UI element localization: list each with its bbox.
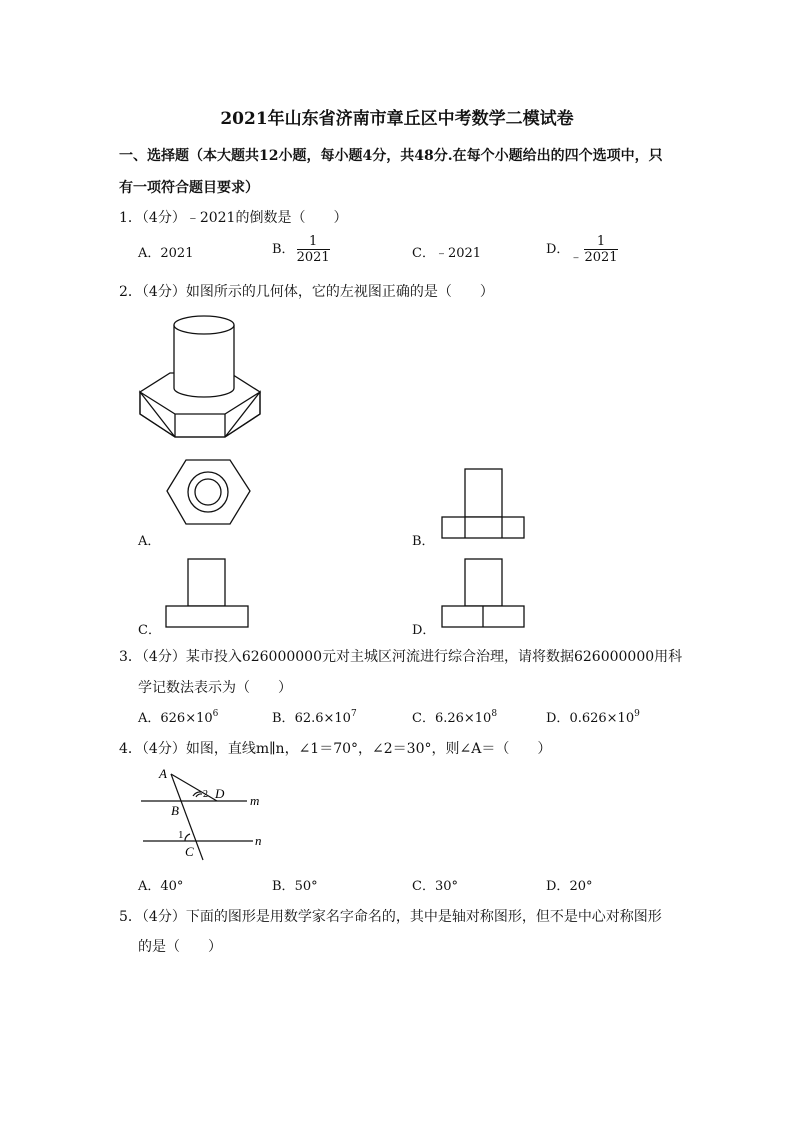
q2-stem: 2．（4分）如图所示的几何体，它的左视图正确的是（ ） <box>119 284 494 300</box>
option-label: C． <box>412 711 435 726</box>
q4-option-a[interactable] <box>138 875 183 894</box>
exponent: 8 <box>491 709 498 719</box>
angle-1-label: 1 <box>178 829 184 841</box>
q2-option-a-figure[interactable] <box>164 458 254 538</box>
q3-option-b[interactable] <box>272 707 357 726</box>
q4-option-b[interactable] <box>272 875 318 894</box>
point-b-label: B <box>171 803 179 818</box>
option-text: 30° <box>434 879 458 894</box>
minus-sign: ﹣ <box>569 250 583 265</box>
q2-option-c-label[interactable]: C． <box>138 623 161 638</box>
point-d-label: D <box>215 786 225 801</box>
q2-option-b-label[interactable]: B． <box>412 534 435 549</box>
q5-stem-line1: 5．（4分）下面的图形是用数学家名字命名的，其中是轴对称图形，但不是中心对称图形 <box>119 909 662 925</box>
option-text: 2021 <box>160 246 194 261</box>
q2-option-a-label[interactable]: A． <box>138 534 161 549</box>
option-label: C． <box>412 246 435 261</box>
q4-stem: 4．（4分）如图，直线m∥n，∠1＝70°，∠2＝30°，则∠A＝（ ） <box>119 741 552 757</box>
option-label: B． <box>272 711 295 726</box>
q2-option-d-label[interactable]: D． <box>412 623 436 638</box>
option-label: A． <box>138 879 161 894</box>
option-label: D． <box>546 242 570 257</box>
q1-option-d[interactable] <box>546 234 618 265</box>
section-heading-line1: 一、选择题（本大题共12小题，每小题4分，共48分.在每个小题给出的四个选项中，只 <box>119 148 663 164</box>
option-label: B． <box>272 879 295 894</box>
option-label: A． <box>138 246 161 261</box>
q2-option-c-figure[interactable] <box>164 558 254 633</box>
q1-stem: 1．（4分）﹣2021的倒数是（ ） <box>119 210 348 226</box>
fraction <box>297 234 330 265</box>
q4-parallel-lines-figure <box>135 764 275 864</box>
line-m-label: m <box>250 793 260 808</box>
exponent: 7 <box>350 709 357 719</box>
point-c-label: C <box>185 844 194 859</box>
q5-stem-line2: 的是（ ） <box>138 939 222 955</box>
option-text: 62.6×10 <box>294 711 351 726</box>
exponent: 9 <box>634 709 640 719</box>
option-text: 626×10 <box>160 711 213 726</box>
q2-solid-figure <box>130 310 280 445</box>
fraction <box>584 234 617 265</box>
q1-option-c[interactable] <box>412 242 481 261</box>
angle-2-label: 2 <box>203 789 208 800</box>
fraction-numerator: 1 <box>584 234 617 250</box>
option-text: 40° <box>160 879 184 894</box>
q4-option-c[interactable] <box>412 875 458 894</box>
q1-option-a[interactable] <box>138 242 193 261</box>
option-label: A． <box>138 711 161 726</box>
option-text: 50° <box>294 879 318 894</box>
q2-option-d-figure[interactable] <box>440 558 530 633</box>
option-text: 20° <box>569 879 593 894</box>
point-a-label: A <box>159 766 167 781</box>
q3-stem-line2: 学记数法表示为（ ） <box>138 680 292 696</box>
q3-option-a[interactable] <box>138 707 218 726</box>
q2-option-b-figure[interactable] <box>440 468 530 543</box>
section-heading-line2: 有一项符合题目要求） <box>119 180 259 196</box>
q4-option-d[interactable] <box>546 875 592 894</box>
q1-option-b[interactable] <box>272 234 330 265</box>
line-n-label: n <box>255 833 262 848</box>
q3-option-c[interactable] <box>412 707 497 726</box>
q3-option-d[interactable] <box>546 707 640 726</box>
fraction-denominator: 2021 <box>296 250 330 265</box>
exponent: 6 <box>212 709 219 719</box>
fraction-denominator: 2021 <box>584 250 618 265</box>
page-title: 2021年山东省济南市章丘区中考数学二模试卷 <box>220 109 574 129</box>
option-text: ﹣2021 <box>434 246 482 261</box>
option-label: D． <box>546 711 570 726</box>
option-label: C． <box>412 879 435 894</box>
option-label: D． <box>546 879 570 894</box>
option-text: 0.626×10 <box>569 711 635 726</box>
option-text: 6.26×10 <box>434 711 492 726</box>
q3-stem-line1: 3．（4分）某市投入626000000元对主城区河流进行综合治理，请将数据626000000用科 <box>119 649 683 665</box>
option-label: B． <box>272 242 295 257</box>
fraction-numerator: 1 <box>297 234 330 250</box>
